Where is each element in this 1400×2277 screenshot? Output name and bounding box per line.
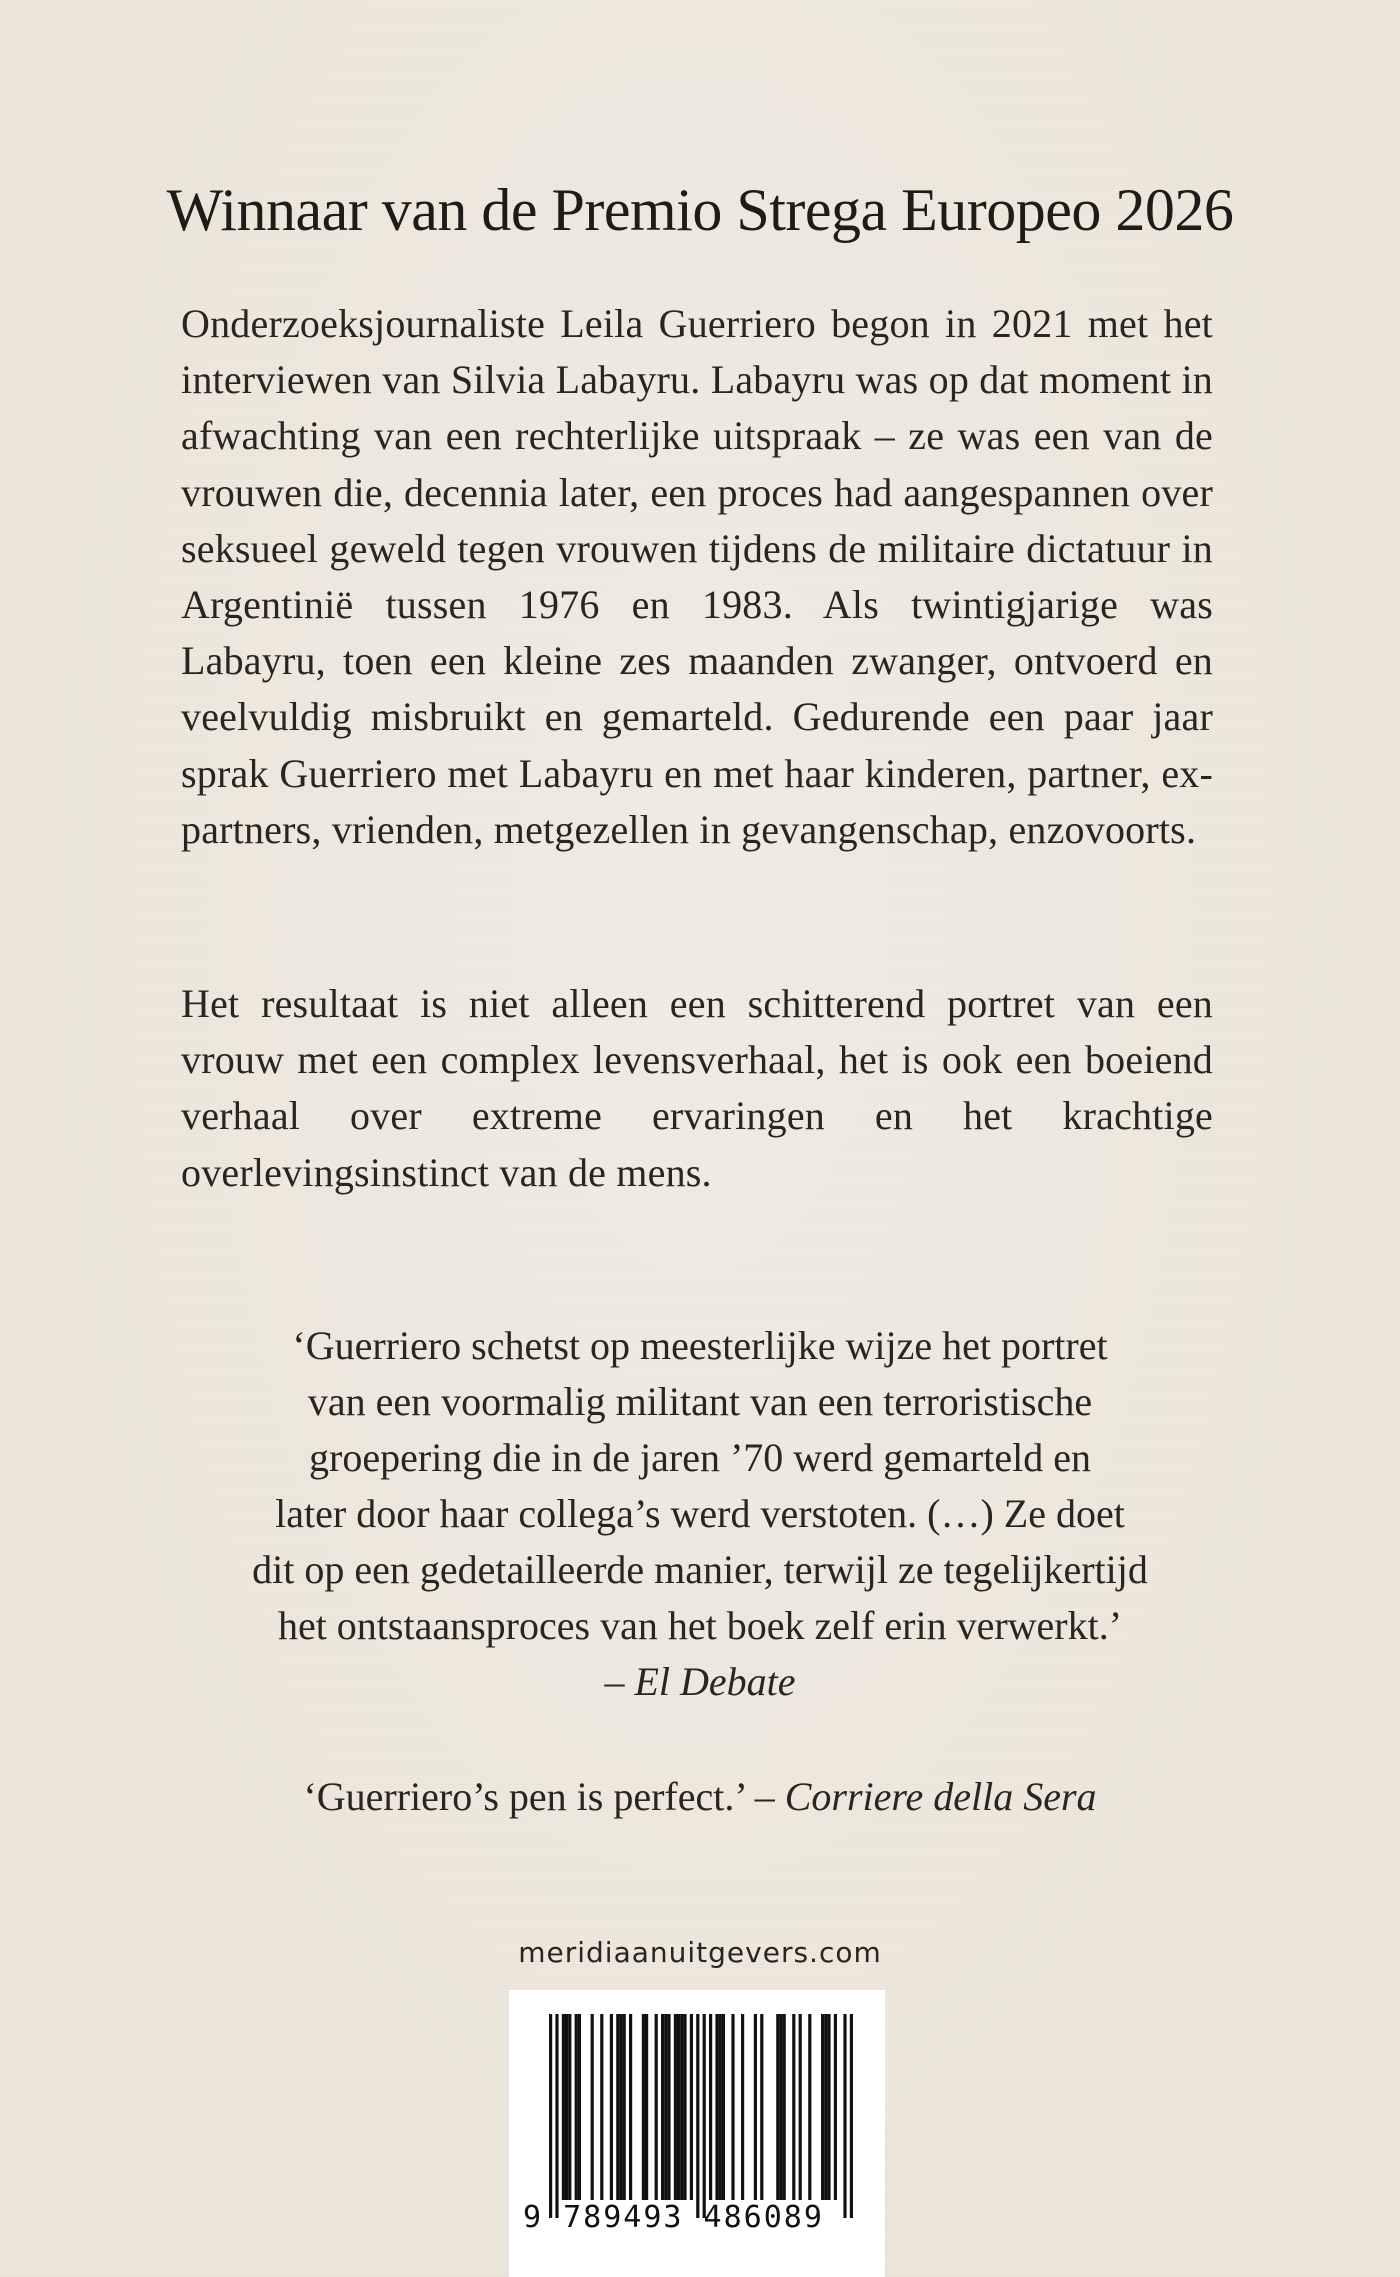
isbn-number: 9 789493 486089 [523,2200,824,2235]
barcode-bar [709,2014,712,2200]
barcode-bar [674,2014,677,2200]
barcode-bar [568,2014,571,2200]
review-source: Corriere della Sera [784,1774,1097,1819]
barcode-bar [616,2014,619,2200]
review-attribution [150,1654,1250,1710]
barcode-bar [562,2014,565,2200]
barcode-bar [549,2014,552,2218]
barcode-bar [555,2014,558,2218]
barcode-bar [792,2014,795,2200]
isbn-barcode [509,1990,885,2277]
barcode-bar [661,2014,664,2200]
review-line: dit op een gedetailleerde manier, terwijl ze tegelijkertijd [252,1547,1148,1592]
barcode-bar [690,2014,693,2200]
barcode-bar [760,2014,763,2200]
review-line: groepering die in de jaren ’70 werd gemarteld en [309,1435,1091,1480]
review-quote-corriere [150,1769,1250,1825]
barcode-bar [779,2014,782,2200]
review-line: van een voormalig militant van een terroristische [307,1379,1093,1424]
review-line: later door haar collega’s werd verstoten. (…) Ze doet [275,1491,1125,1536]
barcode-bar [843,2014,846,2218]
barcode-bar [578,2014,581,2200]
attribution-dash: – [744,1774,785,1819]
description-paragraph-2: Het resultaat is niet alleen een schitterend portret van een vrouw met een complex levensverhaal, het is ook een boeiend verhaal over extreme ervaringen en het krachtige overlevingsinstinct van de mens. [181,981,1213,1195]
barcode-bar [667,2014,670,2200]
barcode-bar [850,2014,853,2218]
barcode-bar [808,2014,811,2200]
barcode-bar [715,2014,718,2200]
award-headline: Winnaar van de Premio Strega Europeo 2026 [166,177,1234,243]
barcode-bar [677,2014,680,2200]
barcode-bar [783,2014,786,2200]
publisher-website: meridiaanuitgevers.com [518,1936,882,1969]
barcode-bar [754,2014,757,2200]
barcode-bar [719,2014,722,2200]
review-line: ‘Guerriero schetst op meesterlijke wijze het portret [292,1323,1108,1368]
barcode-bar [821,2014,824,2200]
barcode-bar [696,2014,699,2218]
attribution-dash: – [604,1659,635,1704]
review-line: het ontstaansproces van het boek zelf erin verwerkt.’ [277,1603,1123,1648]
barcode-bar [741,2014,744,2200]
barcode-bar [703,2014,706,2218]
barcode-bar [731,2014,734,2200]
review-source: El Debate [634,1659,796,1704]
barcode-bar [680,2014,683,2200]
barcode-bar [824,2014,827,2200]
review-quote-el-debate [150,1318,1250,1710]
barcode-bar [683,2014,686,2200]
barcode-bar [600,2014,603,2200]
barcode-bar [827,2014,830,2200]
barcode-bar [629,2014,632,2200]
barcode-bar [623,2014,626,2200]
barcode-bar [799,2014,802,2200]
description-paragraph-1: Onderzoeksjournaliste Leila Guerriero begon in 2021 met het interviewen van Silvia Labayru. Labayru was op dat moment in afwachting van een rechterlijke uitspraak – ze was een van de vrouwen die, decennia later, een proces had aangespannen over seksueel geweld tegen vrouwen tijdens de militaire dictatuur in Argentinië tussen 1976 en 1983. Als twintigjarige was Labayru, toen een kleine zes maanden zwanger, ontvoerd en veelvuldig misbruikt en gemarteld. Gedurende een paar jaar sprak Guerriero met Labayru en met haar kinderen, partner, ex-partners, vrienden, metgezellen in gevangenschap, enzovoorts. [181,301,1213,852]
barcode-bar [834,2014,837,2200]
barcode-bar [664,2014,667,2200]
barcode-bar [575,2014,578,2200]
barcode-bar [645,2014,648,2200]
barcode-bar [610,2014,613,2200]
barcode-bar [619,2014,622,2200]
barcode-bar [776,2014,779,2200]
barcode-bar [591,2014,594,2200]
barcode-bar [642,2014,645,2200]
review-text: ‘Guerriero’s pen is perfect.’ [303,1774,745,1819]
barcode-bar [722,2014,725,2200]
barcode-bar [655,2014,658,2200]
barcode-bar [565,2014,568,2200]
